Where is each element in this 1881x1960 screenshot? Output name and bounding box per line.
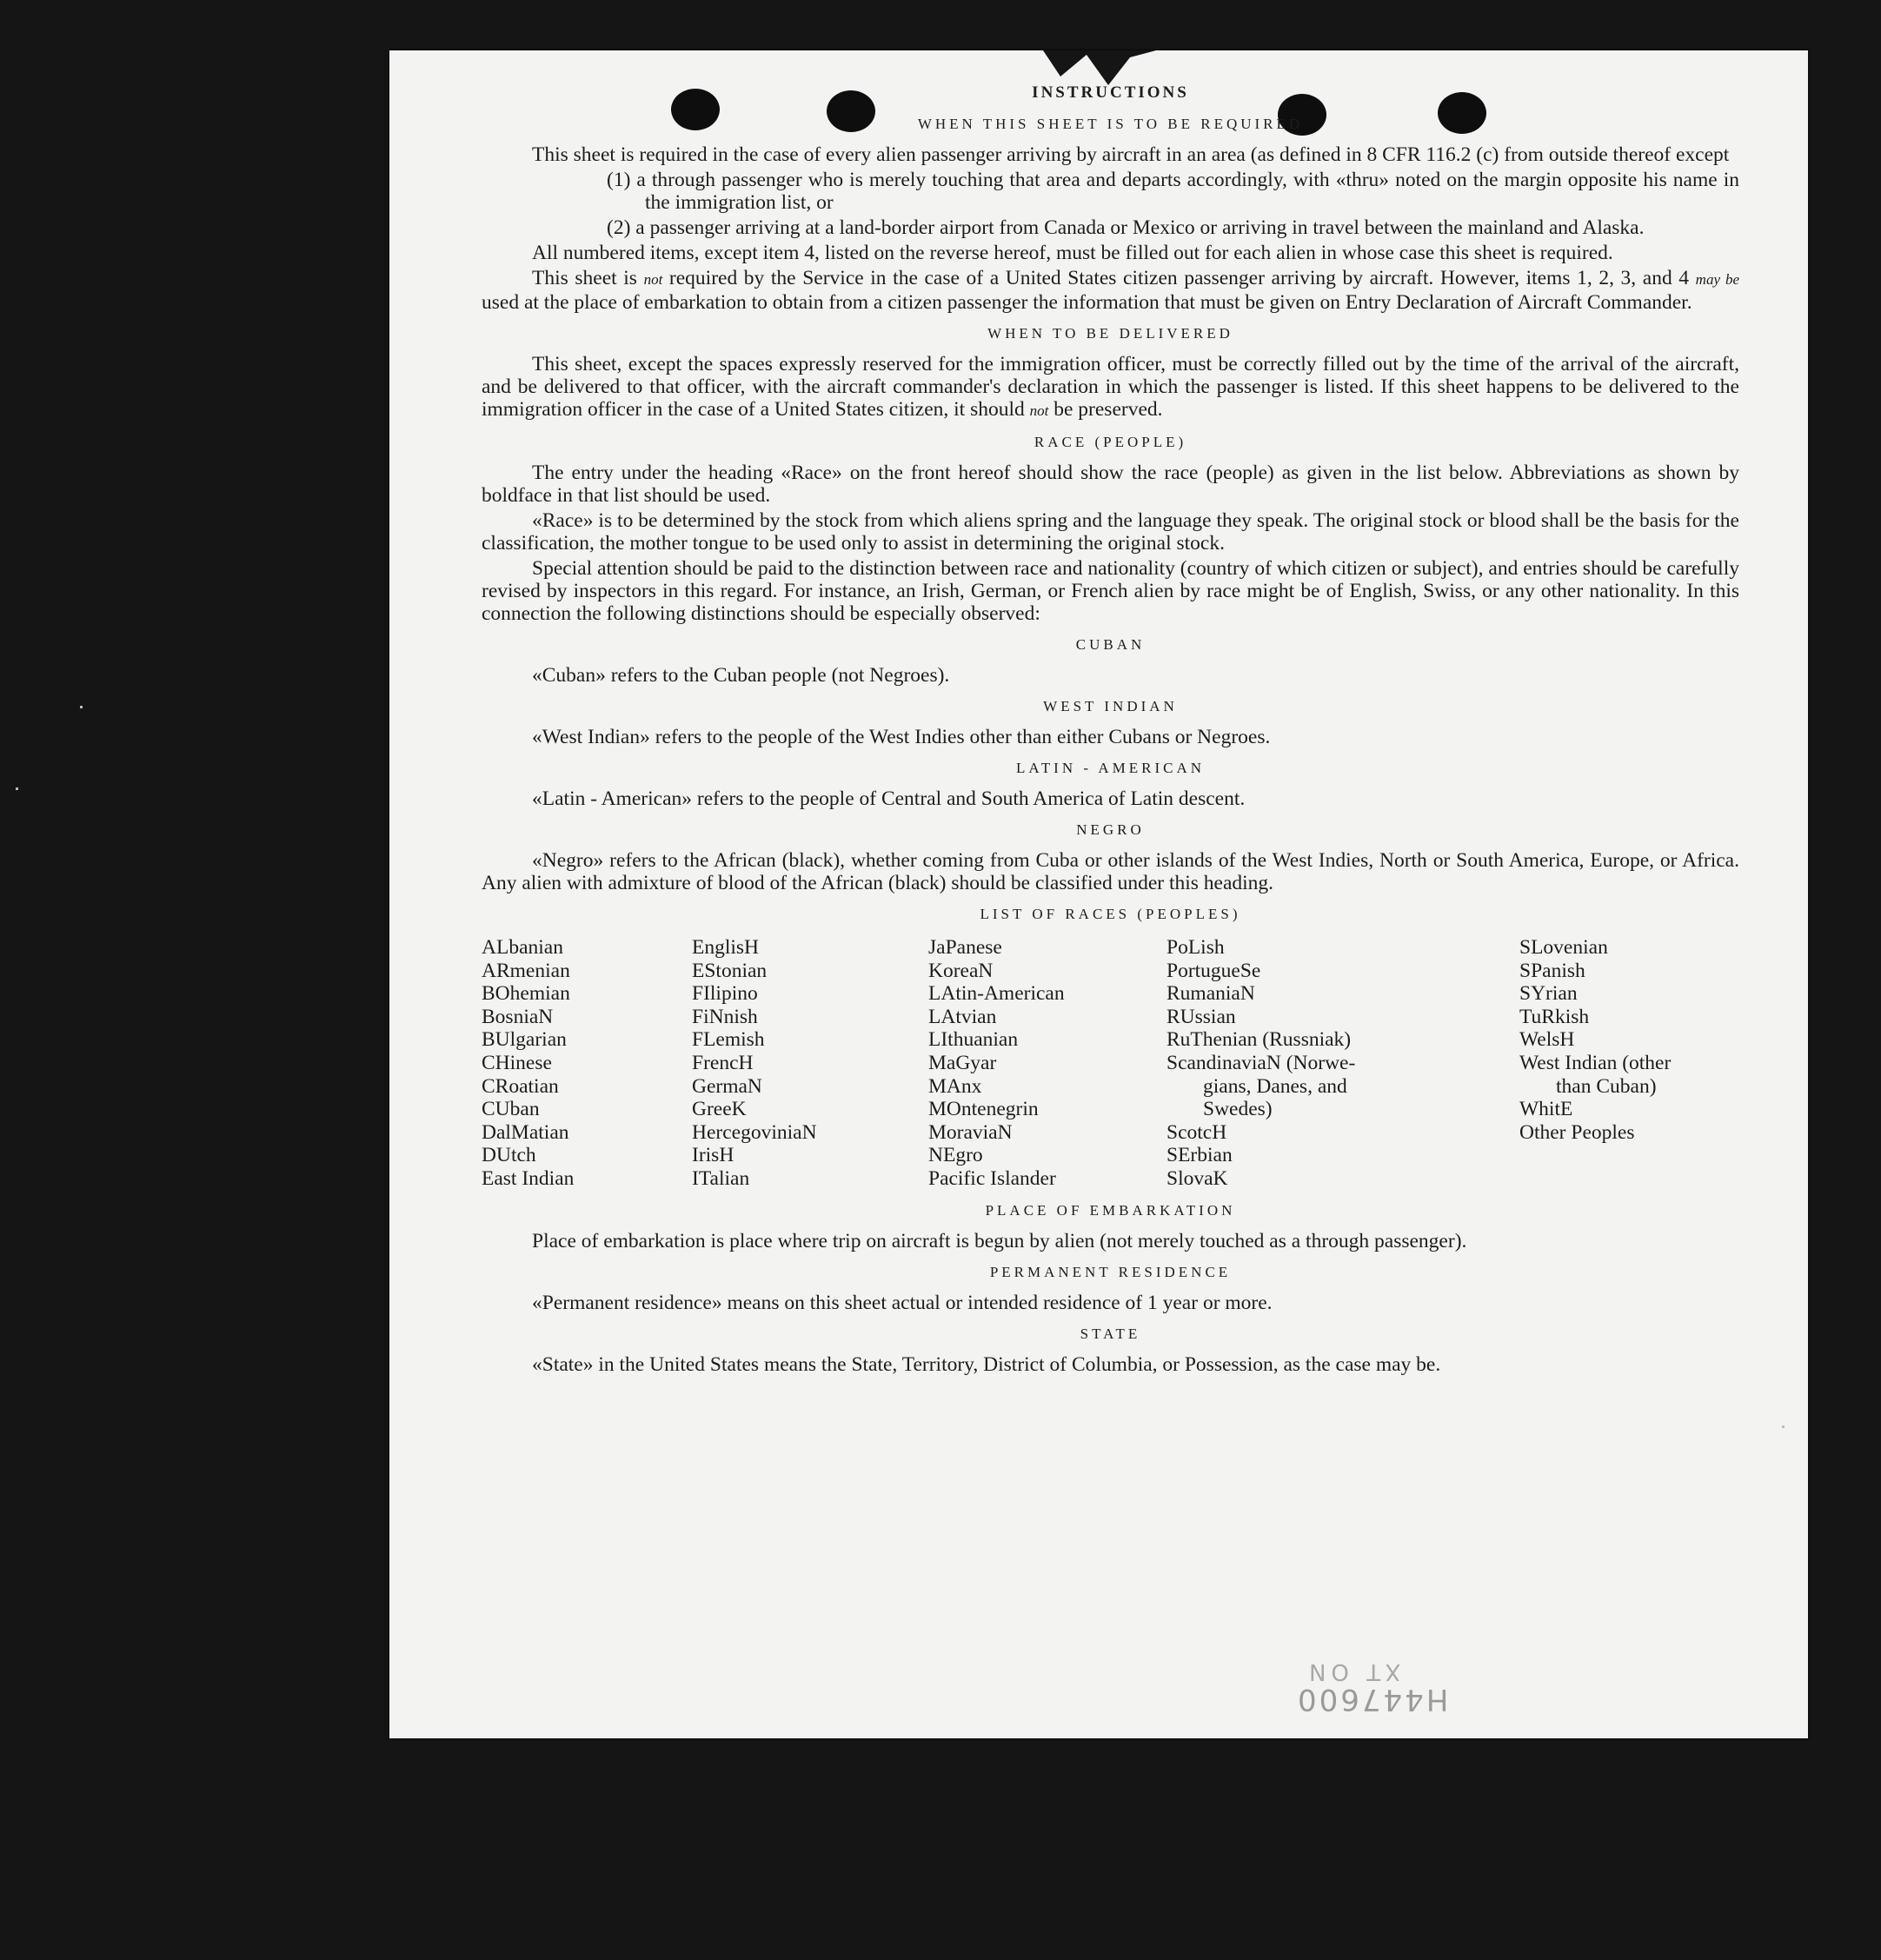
text: be preserved. — [1053, 398, 1163, 421]
heading-list-of-races: LIST OF RACES (PEOPLES) — [980, 906, 1241, 922]
heading-west-indian: WEST INDIAN — [1043, 698, 1178, 714]
handwritten-number: H447600 — [1295, 1682, 1449, 1717]
heading-state: STATE — [1080, 1325, 1141, 1342]
heading-permanent-residence: PERMANENT RESIDENCE — [989, 1263, 1232, 1280]
latin-american-paragraph: «Latin - American» refers to the people of Central and South America of Latin descent. — [532, 787, 1246, 810]
race-paragraph-2: «Race» is to be determined by the stock from which aliens spring and the language they speak. The original stock or blood shall be the basis for the classification, the mother tongue to be used only to assist in determining the original stock. — [482, 509, 1739, 555]
handwritten-note: XT ON — [1304, 1658, 1401, 1684]
residence-paragraph: «Permanent residence» means on this sheet actual or intended residence of 1 year or more. — [532, 1291, 1273, 1314]
race-item: KoreaN — [928, 959, 994, 982]
cuban-paragraph: «Cuban» refers to the Cuban people (not Negroes). — [532, 664, 950, 687]
instructions-content — [482, 82, 1739, 1379]
required-paragraph-2: All numbered items, except item 4, listed on the reverse hereof, must be filled out for each alien in whose case this sheet is required. — [532, 242, 1613, 264]
scan-speck — [80, 706, 83, 708]
race-item: EnglisH — [692, 936, 760, 959]
race-item: East Indian — [482, 1166, 575, 1190]
emphasis: not — [1029, 402, 1049, 419]
race-item: ScotcH — [1166, 1120, 1227, 1144]
heading-latin-american: LATIN - AMERICAN — [1016, 760, 1205, 776]
race-item: MaGyar — [928, 1051, 997, 1074]
scan-speck — [1782, 1425, 1785, 1428]
race-item: BosniaN — [482, 1005, 554, 1028]
text: required by the Service in the case of a United States citizen passenger arriving by aircraft. However, items 1, 2, 3, and 4 — [668, 267, 1690, 289]
required-paragraph-1: This sheet is required in the case of every alien passenger arriving by aircraft in an area (as defined in 8 CFR 116.2 (c) from outside thereof except — [532, 143, 1730, 166]
race-item: MAnx — [928, 1074, 982, 1098]
heading-negro: NEGRO — [1076, 821, 1145, 838]
emphasis: not — [643, 271, 663, 288]
heading-delivered: WHEN TO BE DELIVERED — [987, 325, 1233, 342]
heading-race: RACE (PEOPLE) — [1034, 434, 1187, 450]
race-item: ALbanian — [482, 936, 563, 959]
race-item: WhitE — [1519, 1098, 1573, 1121]
heading-embarkation: PLACE OF EMBARKATION — [985, 1201, 1236, 1219]
race-item: SPanish — [1519, 959, 1585, 982]
negro-paragraph: «Negro» refers to the African (black), whether coming from Cuba or other islands of the West Indies, North or South America, Europe, or Africa. Any alien with admixture of blood of the African (black) should be classified under this heading. — [482, 849, 1739, 894]
race-item: GermaN — [692, 1074, 762, 1098]
races-column-4 — [1166, 936, 1519, 1191]
race-item: HercegoviniaN — [692, 1120, 817, 1144]
race-item: ScandinaviaN (Norwe- — [1166, 1051, 1356, 1074]
race-item: MoraviaN — [928, 1120, 1013, 1144]
race-item: RumaniaN — [1166, 982, 1255, 1006]
race-item: BOhemian — [482, 982, 570, 1006]
race-item: LAtin-American — [928, 982, 1065, 1006]
race-item: WelsH — [1519, 1028, 1575, 1052]
delivered-paragraph — [482, 353, 1739, 422]
embarkation-paragraph: Place of embarkation is place where trip on aircraft is begun by alien (not merely touched as a through passenger). — [532, 1229, 1467, 1252]
text: This sheet, except the spaces expressly reserved for the immigration officer, must be correctly filled out by the time of the arrival of the aircraft, and be delivered to that officer, with the aircraft commander's declaration in which the passenger is listed. If this sheet happens to be delivered to the immigration officer in the case of a United States citizen, it should — [482, 353, 1739, 421]
race-item: SlovaK — [1166, 1166, 1228, 1190]
text: used at the place of embarkation to obtain from a citizen passenger the information that must be given on Entry Declaration of Aircraft Commander. — [482, 291, 1692, 314]
race-item: GreeK — [692, 1098, 747, 1121]
race-item: EStonian — [692, 959, 768, 982]
race-item: CUban — [482, 1098, 540, 1121]
race-item: RuThenian (Russniak) — [1166, 1028, 1352, 1052]
required-item-1: (1) a through passenger who is merely touching that area and departs accordingly, with «thru» noted on the margin opposite his name in the immigration list, or — [607, 169, 1739, 214]
race-item-continued: Swedes) — [1203, 1098, 1273, 1121]
race-item: LAtvian — [928, 1005, 997, 1028]
race-item: PortugueSe — [1166, 959, 1261, 982]
race-item: BUlgarian — [482, 1028, 567, 1052]
race-paragraph-1: The entry under the heading «Race» on the front hereof should show the race (people) as given in the list below. Abbreviations as shown by boldface in that list should be used. — [482, 462, 1739, 507]
race-item: West Indian (other — [1519, 1051, 1672, 1074]
subtitle: WHEN THIS SHEET IS TO BE REQUIRED — [917, 116, 1304, 132]
heading-cuban: CUBAN — [1075, 636, 1146, 653]
required-paragraph-3 — [482, 267, 1739, 314]
race-item: SErbian — [1166, 1144, 1233, 1167]
race-item: NEgro — [928, 1144, 983, 1167]
races-column-2 — [692, 936, 928, 1191]
race-item: ARmenian — [482, 959, 570, 982]
west-indian-paragraph: «West Indian» refers to the people of the West Indies other than either Cubans or Negroes. — [532, 726, 1271, 748]
race-item-continued: gians, Danes, and — [1203, 1074, 1347, 1098]
torn-edge — [1026, 50, 1200, 111]
race-item: FLemish — [692, 1028, 765, 1052]
race-item: SYrian — [1519, 982, 1578, 1006]
race-item: TuRkish — [1519, 1005, 1590, 1028]
race-item: PoLish — [1166, 936, 1225, 959]
race-item: Pacific Islander — [928, 1166, 1056, 1190]
race-item: Other Peoples — [1519, 1120, 1635, 1144]
races-column-5 — [1519, 936, 1739, 1191]
text: This sheet is — [532, 267, 637, 289]
scan-speck — [16, 787, 18, 790]
race-item: CRoatian — [482, 1074, 559, 1098]
race-item: RUssian — [1166, 1005, 1236, 1028]
state-paragraph: «State» in the United States means the State, Territory, District of Columbia, or Possession, as the case may be. — [532, 1352, 1441, 1376]
races-list — [482, 936, 1739, 1191]
race-item: ITalian — [692, 1166, 750, 1190]
race-item: IrisH — [692, 1144, 734, 1167]
race-item: DUtch — [482, 1144, 536, 1167]
title: INSTRUCTIONS — [1032, 83, 1189, 102]
required-item-2: (2) a passenger arriving at a land-border airport from Canada or Mexico or arriving in travel between the mainland and Alaska. — [607, 216, 1645, 239]
race-item: SLovenian — [1519, 936, 1608, 959]
race-item: DalMatian — [482, 1120, 569, 1144]
document-sheet — [389, 50, 1808, 1738]
race-item: CHinese — [482, 1051, 552, 1074]
race-item: JaPanese — [928, 936, 1002, 959]
race-item: LIthuanian — [928, 1028, 1019, 1052]
emphasis: may be — [1695, 271, 1740, 288]
race-paragraph-3: Special attention should be paid to the distinction between race and nationality (country of which citizen or subject), and entries should be carefully revised by inspectors in this regard. For instance, an Irish, German, or French alien by race might be of English, Swiss, or any other nationality. In this connection the following distinctions should be especially observed: — [482, 557, 1739, 625]
races-column-3 — [928, 936, 1166, 1191]
races-column-1 — [482, 936, 692, 1191]
race-item: FiNnish — [692, 1005, 758, 1028]
race-item-continued: than Cuban) — [1556, 1074, 1657, 1098]
race-item: MOntenegrin — [928, 1098, 1039, 1121]
race-item: FIlipino — [692, 982, 758, 1006]
race-item: FrencH — [692, 1051, 754, 1074]
